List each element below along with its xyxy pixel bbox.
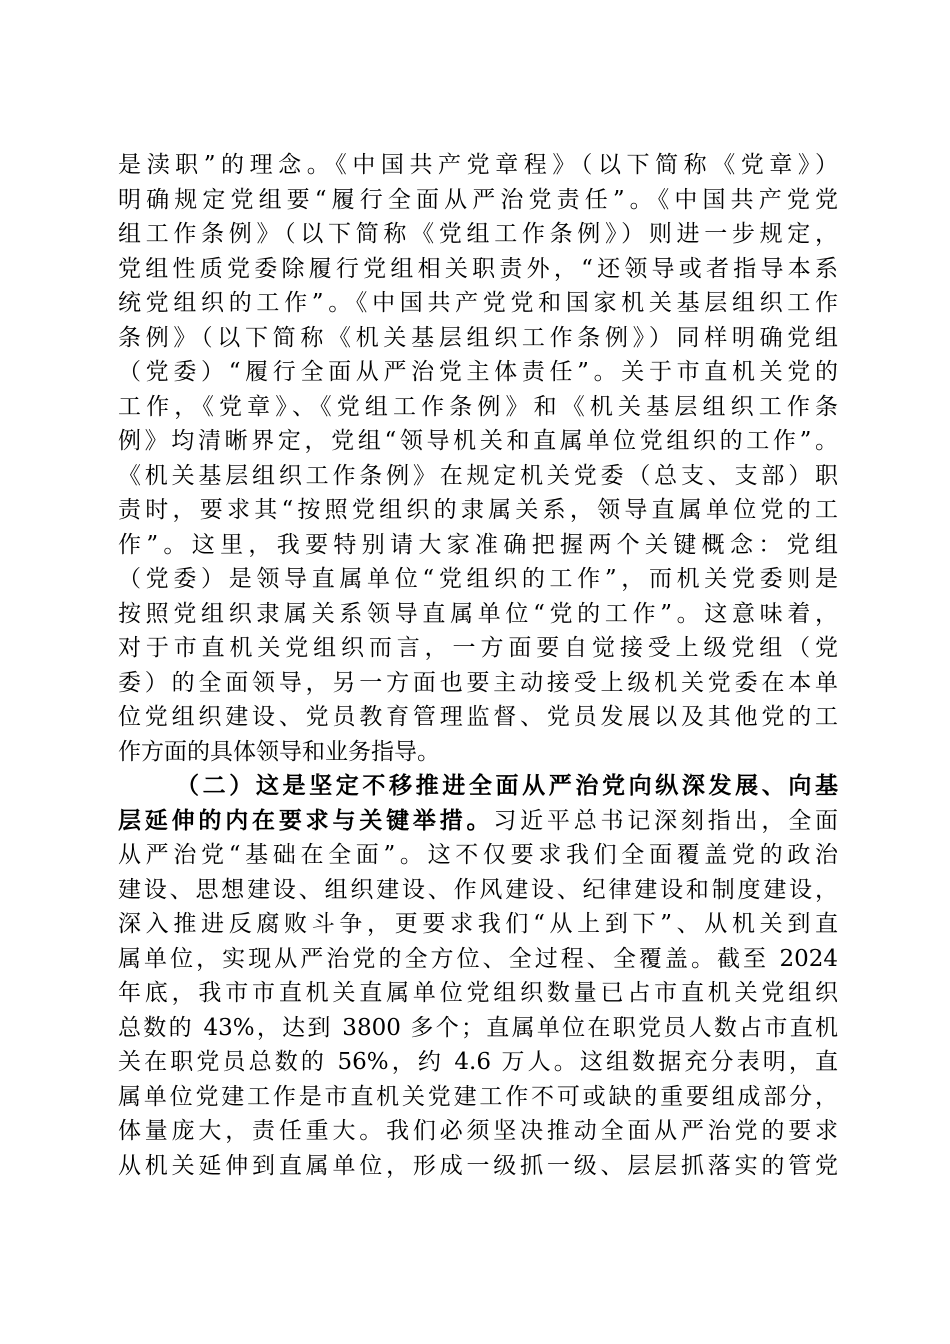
- text-line: 作方面的具体领导和业务指导。: [118, 738, 440, 765]
- text-line: 体量庞大，责任重大。我们必须坚决推动全面从严治党的要求: [118, 1118, 838, 1144]
- text-line: 关在职党员总数的 56%，约 4.6 万人。这组数据充分表明，直: [118, 1049, 838, 1075]
- section-heading-continued: 层延伸的内在要求与关键举措。: [118, 806, 494, 834]
- text-line: 委）的全面领导，另一方面也要主动接受上级机关党委在本单: [118, 669, 838, 696]
- text-line: [118, 804, 838, 839]
- section-heading: （二）这是坚定不移推进全面从严治党向纵深发展、向基: [176, 772, 838, 799]
- text-line: 建设、思想建设、组织建设、作风建设、纪律建设和制度建设，: [118, 876, 838, 903]
- text-line: 从机关延伸到直属单位，形成一级抓一级、层层抓落实的管党: [118, 1152, 838, 1179]
- text-line: （党委）是领导直属单位“党组织的工作”，而机关党委则是: [118, 566, 838, 592]
- text-line: 党组性质党委除履行党组相关职责外，“还领导或者指导本系: [118, 255, 838, 282]
- text-line: 条例》（以下简称《机关基层组织工作条例》）同样明确党组: [118, 324, 838, 351]
- text-line: 对于市直机关党组织而言，一方面要自觉接受上级党组（党: [118, 635, 838, 661]
- text-line: 组工作条例》（以下简称《党组工作条例》）则进一步规定，: [118, 221, 838, 247]
- text-line: 责时，要求其“按照党组织的隶属关系，领导直属单位党的工: [118, 497, 838, 523]
- document-body: [118, 148, 838, 1183]
- paragraph-2: [118, 769, 838, 1183]
- text-line: 深入推进反腐败斗争，更要求我们“从上到下”、从机关到直: [118, 911, 838, 937]
- text-line: 作”。这里，我要特别请大家准确把握两个关键概念：党组: [118, 531, 838, 558]
- text-line: 例》均清晰界定，党组“领导机关和直属单位党组织的工作”。: [118, 428, 838, 454]
- paragraph-1: [118, 148, 838, 769]
- text-line: 从严治党“基础在全面”。这不仅要求我们全面覆盖党的政治: [118, 842, 838, 868]
- text-line: （党委）“履行全面从严治党主体责任”。关于市直机关党的: [118, 359, 838, 385]
- text-line: 明确规定党组要“履行全面从严治党责任”。《中国共产党党: [118, 186, 838, 213]
- text-line: 总数的 43%，达到 3800 多个；直属单位在职党员人数占市直机: [118, 1014, 838, 1041]
- text-line: 属单位，实现从严治党的全方位、全过程、全覆盖。截至 2024: [118, 945, 838, 972]
- text-line: 《机关基层组织工作条例》在规定机关党委（总支、支部）职: [118, 462, 838, 489]
- text-line: 按照党组织隶属关系领导直属单位“党的工作”。这意味着，: [118, 600, 838, 627]
- text-line: 是渎职”的理念。《中国共产党章程》（以下简称《党章》）: [118, 152, 838, 178]
- text-line: 位党组织建设、党员教育管理监督、党员发展以及其他党的工: [118, 704, 838, 730]
- text-line: 年底，我市市直机关直属单位党组织数量已占市直机关党组织: [118, 980, 838, 1006]
- text-line: 属单位党建工作是市直机关党建工作不可或缺的重要组成部分，: [118, 1083, 838, 1110]
- text-line: 统党组织的工作”。《中国共产党党和国家机关基层组织工作: [118, 290, 838, 316]
- text-fragment: 习近平总书记深刻指出，全面: [493, 807, 839, 834]
- text-line: 工作，《党章》、《党组工作条例》和《机关基层组织工作条: [118, 393, 838, 420]
